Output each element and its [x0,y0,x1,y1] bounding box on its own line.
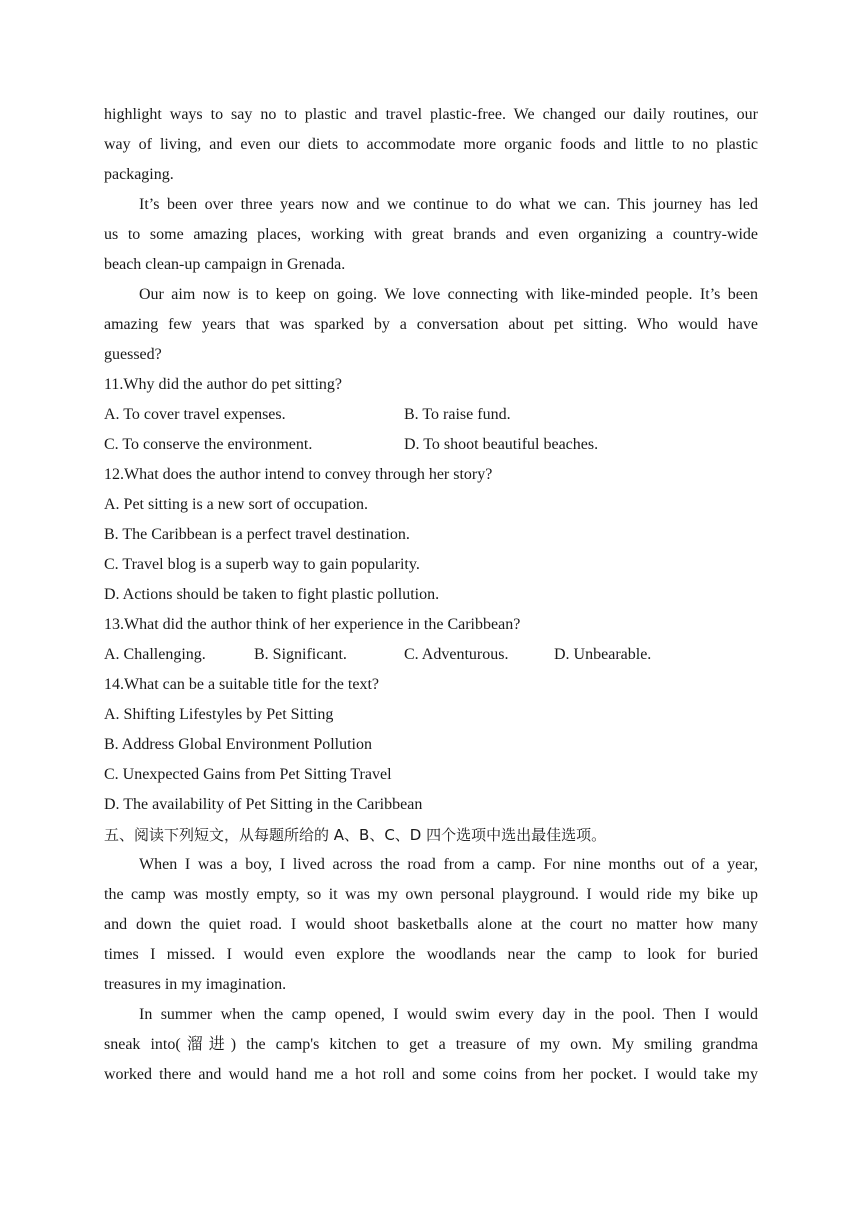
option-b: B. Significant. [254,646,347,663]
option-a: A. Challenging. [104,646,206,663]
option-c: C. To conserve the environment. [104,436,313,453]
question-stem: 13.What did the author think of her experience in the Caribbean? [104,616,521,633]
option-c: C. Unexpected Gains from Pet Sitting Travel [104,766,392,783]
text-line: us to some amazing places, working with great brands and even organizing a country-wide [104,226,758,243]
option-d: D. To shoot beautiful beaches. [404,436,599,453]
question-11 [104,370,758,460]
option-d: D. Unbearable. [554,646,652,663]
option-row [104,430,758,460]
text-line: times I missed. I would even explore the woodlands near the camp to look for buried [104,946,758,963]
question-13 [104,610,758,670]
option-c: C. Adventurous. [404,646,509,663]
text-line: highlight ways to say no to plastic and travel plastic-free. We changed our daily routines, our [104,106,758,123]
section-heading: 五、阅读下列短文，从每题所给的 A、B、C、D 四个选项中选出最佳选项。 [104,826,607,844]
passage-paragraph [104,100,758,190]
question-stem: 12.What does the author intend to convey through her story? [104,466,493,483]
text-line: worked there and would hand me a hot roll and some coins from her pocket. I would take my [104,1066,758,1083]
text-line: sneak into(溜进) the camp's kitchen to get a treasure of my own. My smiling grandma [104,1036,758,1053]
text-line: amazing few years that was sparked by a conversation about pet sitting. Who would have [104,316,758,333]
document-page [104,100,758,1090]
passage-paragraph [104,190,758,280]
option-d: D. Actions should be taken to fight plastic pollution. [104,586,440,603]
text-line: guessed? [104,346,162,363]
text-line: In summer when the camp opened, I would swim every day in the pool. Then I would [139,1006,758,1023]
text-line: and down the quiet road. I would shoot basketballs alone at the court no matter how many [104,916,758,933]
option-row [104,640,758,670]
option-a: A. To cover travel expenses. [104,406,286,423]
question-stem: 14.What can be a suitable title for the text? [104,676,379,693]
option-d: D. The availability of Pet Sitting in the Caribbean [104,796,423,813]
option-row [104,400,758,430]
text-line: Our aim now is to keep on going. We love connecting with like-minded people. It’s been [139,286,758,303]
passage-paragraph [104,280,758,370]
text-line: packaging. [104,166,174,183]
text-line: When I was a boy, I lived across the road from a camp. For nine months out of a year, [139,856,758,873]
text-line: way of living, and even our diets to accommodate more organic foods and little to no plastic [104,136,758,153]
text-line: beach clean-up campaign in Grenada. [104,256,346,273]
passage-paragraph [104,850,758,1000]
option-c: C. Travel blog is a superb way to gain popularity. [104,556,420,573]
option-b: B. To raise fund. [404,406,511,423]
question-14 [104,670,758,820]
text-line: treasures in my imagination. [104,976,287,993]
option-a: A. Pet sitting is a new sort of occupation. [104,496,368,513]
text-line: It’s been over three years now and we continue to do what we can. This journey has led [139,196,758,213]
passage-paragraph [104,1000,758,1090]
question-12 [104,460,758,610]
question-stem: 11.Why did the author do pet sitting? [104,376,343,393]
text-line: the camp was mostly empty, so it was my own personal playground. I would ride my bike up [104,886,758,903]
option-b: B. Address Global Environment Pollution [104,736,372,753]
option-b: B. The Caribbean is a perfect travel destination. [104,526,410,543]
option-a: A. Shifting Lifestyles by Pet Sitting [104,706,334,723]
